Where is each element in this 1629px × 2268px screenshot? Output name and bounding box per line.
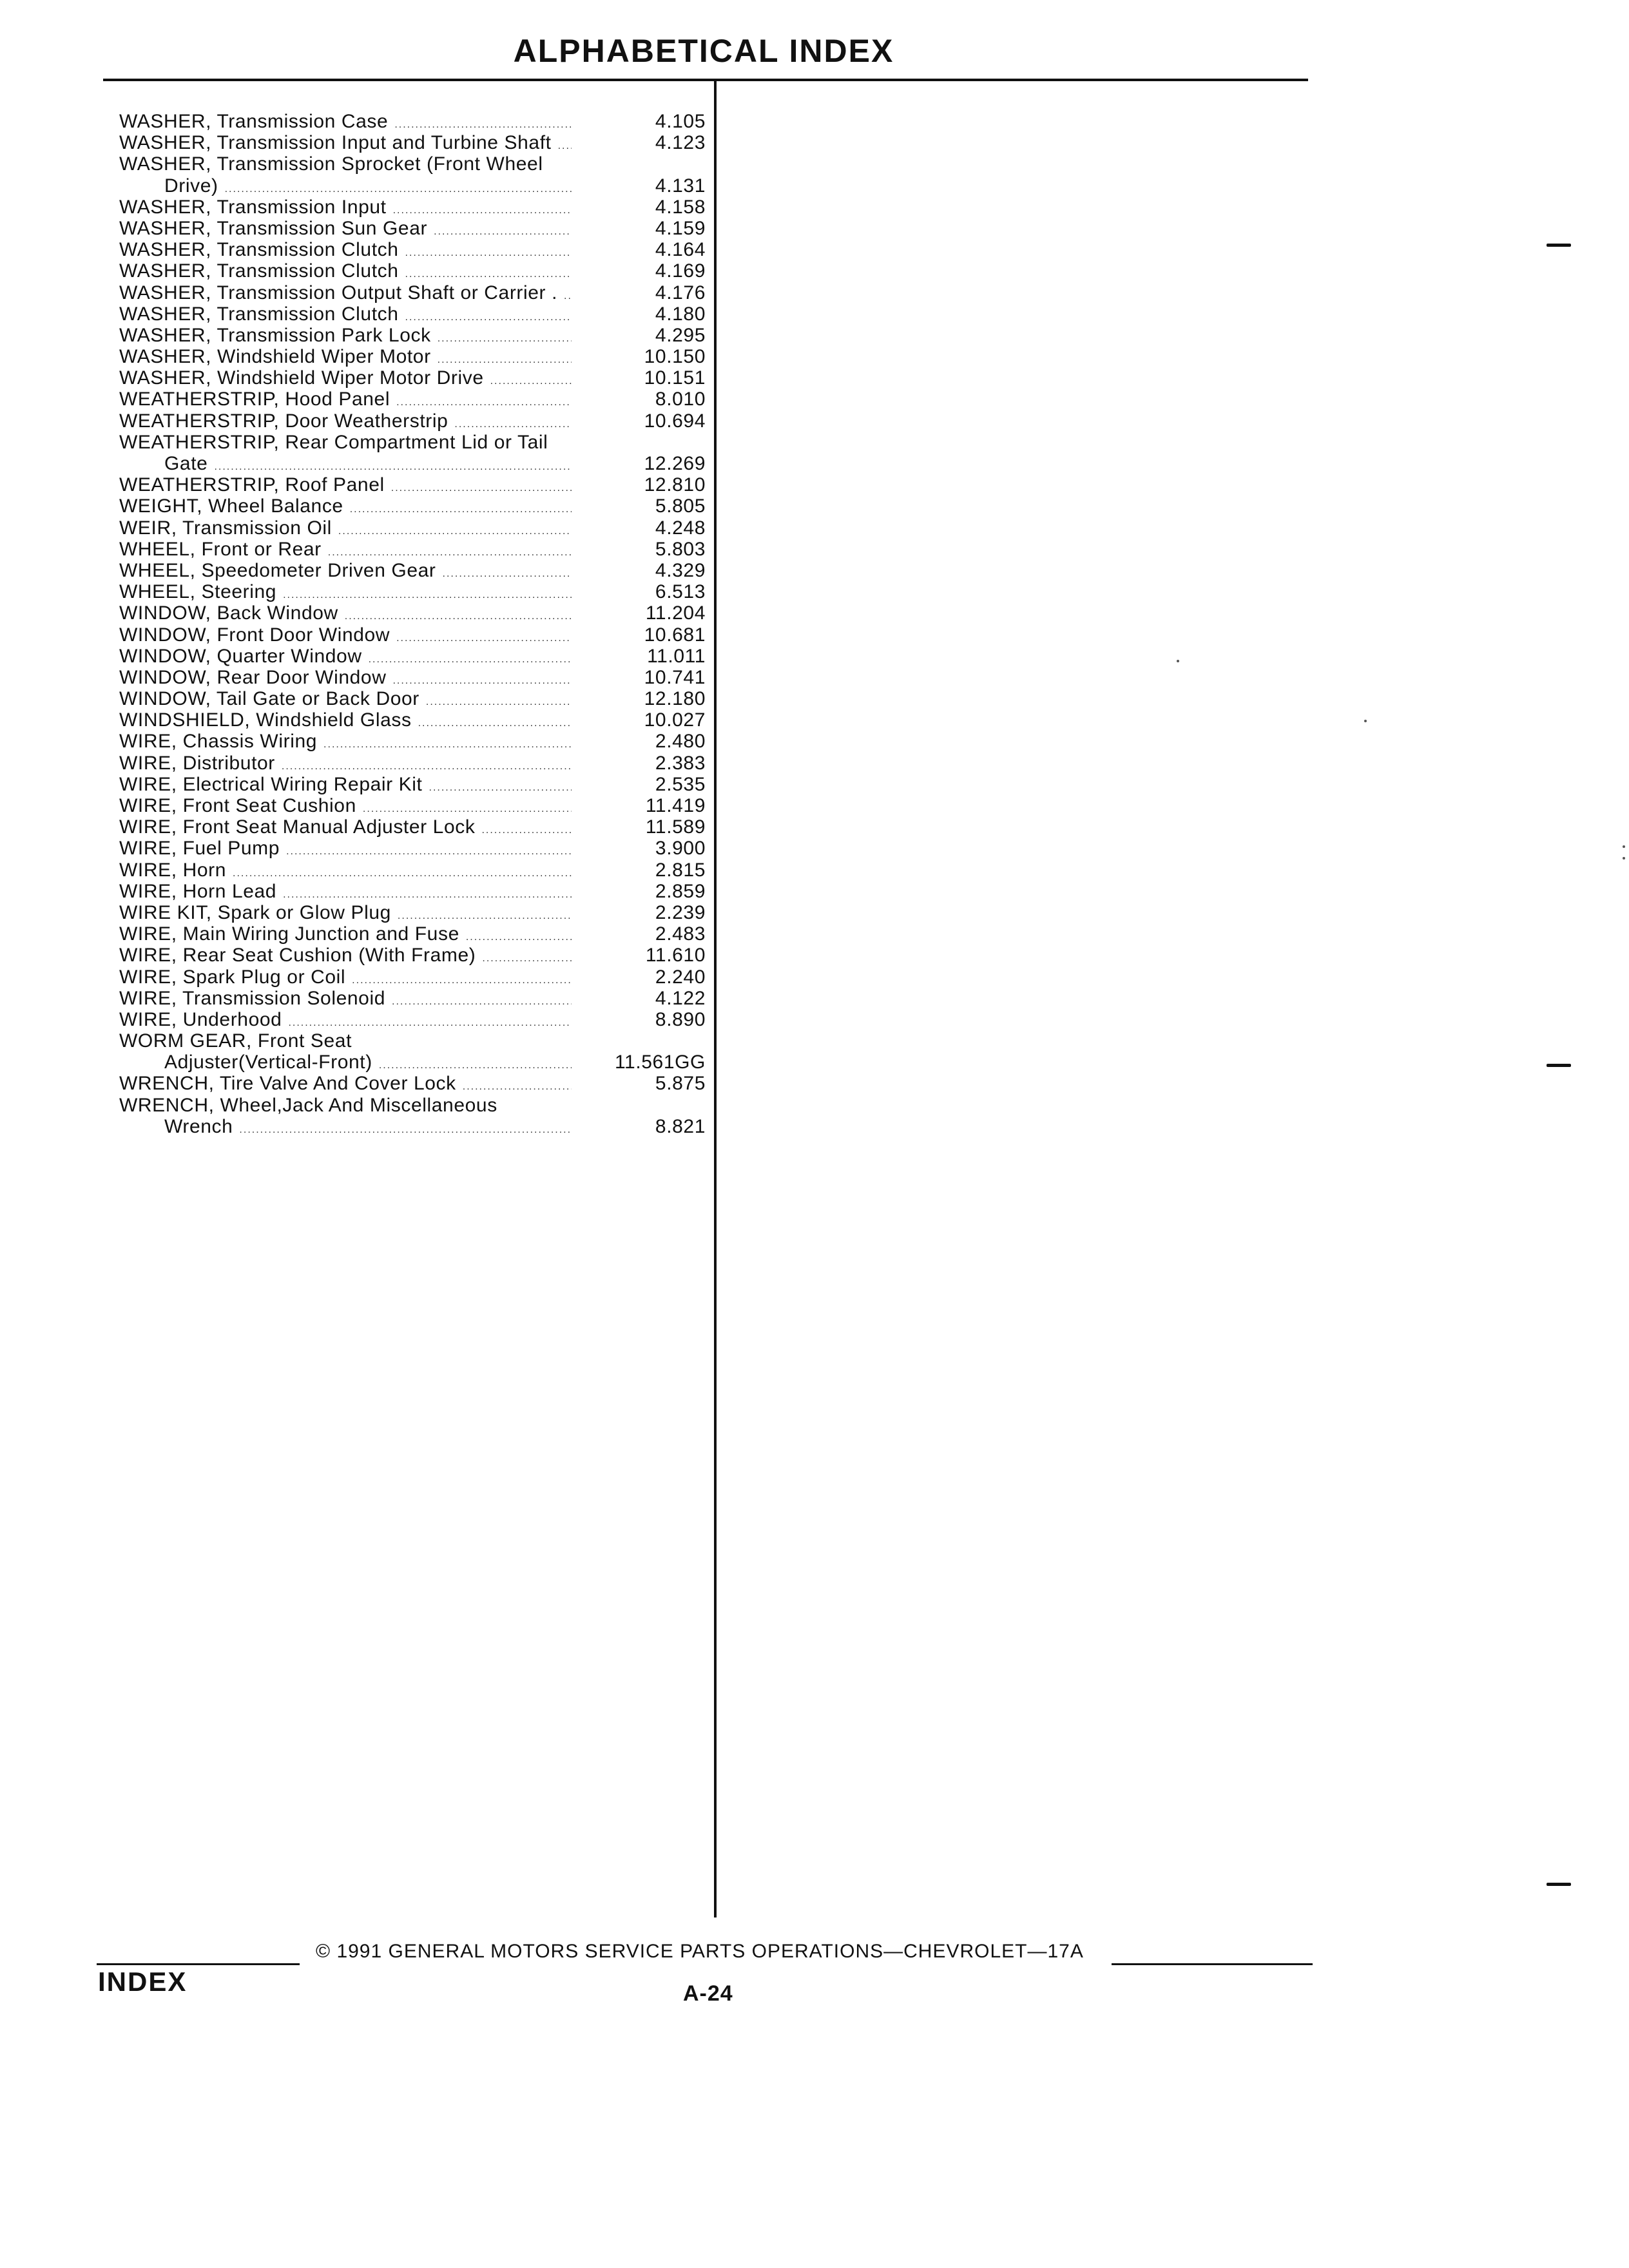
entry-page-ref: 4.169 bbox=[655, 260, 706, 282]
entry-text: WEIR, Transmission Oil bbox=[119, 517, 332, 539]
entry-text: WHEEL, Speedometer Driven Gear bbox=[119, 559, 436, 581]
index-entry bbox=[119, 218, 706, 239]
entry-label-area bbox=[119, 432, 577, 453]
entry-text: WIRE, Front Seat Cushion bbox=[119, 795, 356, 816]
index-entry-line bbox=[119, 539, 706, 560]
entry-text: WIRE, Electrical Wiring Repair Kit bbox=[119, 773, 423, 795]
index-entry-line bbox=[119, 1095, 706, 1116]
index-entry bbox=[119, 474, 706, 495]
copyright-line: © 1991 GENERAL MOTORS SERVICE PARTS OPERATIONS—CHEVROLET—17A bbox=[316, 1941, 1084, 1962]
entry-text: WASHER, Transmission Clutch bbox=[119, 260, 399, 282]
entry-text: WASHER, Windshield Wiper Motor bbox=[119, 346, 431, 368]
entry-page-ref: 8.890 bbox=[655, 1008, 706, 1030]
index-entry-line bbox=[119, 774, 706, 795]
index-entry bbox=[119, 303, 706, 325]
index-entry bbox=[119, 132, 706, 153]
entry-page-ref: 10.151 bbox=[644, 367, 706, 389]
entry-text: WASHER, Transmission Clutch bbox=[119, 303, 399, 325]
entry-page-ref: 11.204 bbox=[645, 602, 706, 624]
entry-page-ref: 10.741 bbox=[644, 666, 706, 688]
entry-text: WINDOW, Tail Gate or Back Door bbox=[119, 688, 419, 710]
dot-leader bbox=[239, 1119, 572, 1140]
entry-page-ref: 11.561GG bbox=[614, 1052, 706, 1073]
index-entry-line bbox=[119, 624, 706, 646]
index-entry bbox=[119, 367, 706, 389]
index-entry bbox=[119, 432, 706, 474]
index-entry bbox=[119, 581, 706, 602]
index-entry-line bbox=[119, 1073, 706, 1094]
entry-page-ref: 10.150 bbox=[644, 346, 706, 368]
header-rule bbox=[103, 79, 1308, 81]
entry-page-ref: 12.810 bbox=[644, 474, 706, 496]
index-entry-line bbox=[119, 367, 706, 389]
entry-page-ref: 2.815 bbox=[655, 859, 706, 881]
index-entry bbox=[119, 966, 706, 988]
index-entry-line bbox=[119, 646, 706, 667]
entry-page-ref: 11.589 bbox=[645, 816, 706, 838]
entry-page-ref: 8.821 bbox=[655, 1115, 706, 1137]
index-entry-line bbox=[119, 495, 706, 517]
index-entry bbox=[119, 346, 706, 367]
entry-page-ref: 10.681 bbox=[644, 624, 706, 646]
index-entry bbox=[119, 1073, 706, 1094]
entry-page-ref: 2.240 bbox=[655, 966, 706, 988]
entry-page-ref: 4.158 bbox=[655, 196, 706, 218]
entry-text: WEATHERSTRIP, Rear Compartment Lid or Tail bbox=[119, 431, 548, 453]
entry-text: WINDOW, Rear Door Window bbox=[119, 666, 387, 688]
index-entry bbox=[119, 988, 706, 1009]
scan-speck bbox=[1364, 720, 1367, 722]
index-entry-line bbox=[119, 432, 706, 453]
entry-text: Adjuster(Vertical-Front) bbox=[164, 1052, 372, 1073]
index-entry bbox=[119, 923, 706, 945]
index-entry bbox=[119, 560, 706, 581]
entry-text: WIRE, Horn bbox=[119, 859, 227, 881]
entry-text: WHEEL, Front or Rear bbox=[119, 538, 322, 560]
index-entry-line bbox=[119, 560, 706, 581]
index-entry bbox=[119, 1030, 706, 1073]
index-entry bbox=[119, 325, 706, 346]
entry-page-ref: 12.269 bbox=[644, 453, 706, 474]
entry-page-ref: 10.694 bbox=[644, 410, 706, 432]
index-entry bbox=[119, 646, 706, 667]
index-entry-line bbox=[119, 881, 706, 902]
entry-page-ref: 10.027 bbox=[644, 709, 706, 731]
page-title: ALPHABETICAL INDEX bbox=[513, 33, 894, 69]
index-entry-line bbox=[119, 688, 706, 709]
index-entry bbox=[119, 495, 706, 517]
index-entry bbox=[119, 197, 706, 218]
entry-text: WRENCH, Wheel,Jack And Miscellaneous bbox=[119, 1094, 497, 1116]
entry-text: WRENCH, Tire Valve And Cover Lock bbox=[119, 1073, 456, 1095]
index-entry-line bbox=[119, 602, 706, 624]
index-entry bbox=[119, 602, 706, 624]
entry-page-ref: 4.123 bbox=[655, 132, 706, 154]
index-entry-line bbox=[119, 175, 706, 197]
entry-text: WASHER, Transmission Input and Turbine Shaft bbox=[119, 132, 552, 154]
index-entry-line bbox=[119, 923, 706, 945]
index-entry-line bbox=[119, 816, 706, 838]
entry-page-ref: 11.011 bbox=[647, 645, 706, 667]
entry-page-ref: 12.180 bbox=[644, 688, 706, 710]
entry-page-ref: 5.875 bbox=[655, 1073, 706, 1095]
index-entry bbox=[119, 1095, 706, 1137]
entry-text: WIRE, Front Seat Manual Adjuster Lock bbox=[119, 816, 476, 838]
scan-speck bbox=[1623, 857, 1625, 860]
entry-text: WIRE, Underhood bbox=[119, 1008, 282, 1030]
index-entry bbox=[119, 389, 706, 410]
entry-text: WASHER, Transmission Clutch bbox=[119, 239, 399, 261]
entry-text: Drive) bbox=[164, 175, 218, 197]
scan-speck bbox=[1623, 845, 1625, 848]
entry-text: WIRE, Fuel Pump bbox=[119, 838, 280, 860]
index-entry-line bbox=[119, 239, 706, 260]
index-entry-line bbox=[119, 389, 706, 410]
entry-page-ref: 4.248 bbox=[655, 517, 706, 539]
footer-rule-right bbox=[1112, 1963, 1313, 1965]
index-entry-line bbox=[119, 1030, 706, 1052]
section-label: INDEX bbox=[98, 1966, 188, 1997]
index-entry-line bbox=[119, 132, 706, 153]
index-entry-line bbox=[119, 346, 706, 367]
entry-label-area bbox=[164, 1116, 577, 1140]
index-entry-line bbox=[119, 303, 706, 325]
entry-text: WEATHERSTRIP, Door Weatherstrip bbox=[119, 410, 448, 432]
index-entry bbox=[119, 902, 706, 923]
margin-mark bbox=[1547, 1883, 1571, 1886]
entry-page-ref: 8.010 bbox=[655, 389, 706, 410]
index-entry bbox=[119, 111, 706, 132]
index-entry bbox=[119, 795, 706, 816]
entry-page-ref: 11.610 bbox=[645, 945, 706, 966]
index-entry bbox=[119, 1009, 706, 1030]
index-entry-line bbox=[119, 282, 706, 303]
index-entry-line bbox=[119, 1052, 706, 1073]
index-entry-line bbox=[119, 260, 706, 282]
index-entry-line bbox=[119, 218, 706, 239]
entry-text: WASHER, Transmission Sprocket (Front Wheel bbox=[119, 153, 543, 175]
index-entry-line bbox=[119, 197, 706, 218]
page-number: A-24 bbox=[683, 1981, 733, 2006]
index-entry-line bbox=[119, 966, 706, 988]
index-entry bbox=[119, 860, 706, 881]
index-entry-line bbox=[119, 517, 706, 539]
entry-text: WASHER, Transmission Park Lock bbox=[119, 324, 431, 346]
entry-page-ref: 4.295 bbox=[655, 324, 706, 346]
entry-page-ref: 4.164 bbox=[655, 239, 706, 261]
entry-text: WIRE, Rear Seat Cushion (With Frame) bbox=[119, 945, 476, 966]
entry-page-ref: 4.176 bbox=[655, 282, 706, 303]
margin-mark bbox=[1547, 244, 1571, 247]
entry-label-area bbox=[119, 1030, 577, 1052]
entry-page-ref: 6.513 bbox=[655, 581, 706, 603]
entry-page-ref: 5.805 bbox=[655, 495, 706, 517]
index-entry-line bbox=[119, 1009, 706, 1030]
index-entry-line bbox=[119, 988, 706, 1009]
entry-page-ref: 5.803 bbox=[655, 538, 706, 560]
entry-text: WIRE, Chassis Wiring bbox=[119, 731, 318, 753]
margin-mark bbox=[1547, 1064, 1571, 1067]
entry-page-ref: 4.159 bbox=[655, 217, 706, 239]
entry-text: WIRE, Horn Lead bbox=[119, 880, 277, 902]
entry-text: WEATHERSTRIP, Hood Panel bbox=[119, 389, 390, 410]
index-entry bbox=[119, 153, 706, 196]
entry-page-ref: 11.419 bbox=[645, 795, 706, 816]
entry-page-ref: 4.131 bbox=[655, 175, 706, 197]
index-entry bbox=[119, 667, 706, 688]
entry-text: WIRE, Main Wiring Junction and Fuse bbox=[119, 923, 459, 945]
entry-text: WIRE KIT, Spark or Glow Plug bbox=[119, 901, 391, 923]
index-entry bbox=[119, 838, 706, 859]
index-entry bbox=[119, 753, 706, 774]
entry-text: WIRE, Distributor bbox=[119, 752, 275, 774]
index-entry-line bbox=[119, 111, 706, 132]
entry-text: WASHER, Transmission Sun Gear bbox=[119, 217, 428, 239]
entry-page-ref: 2.239 bbox=[655, 901, 706, 923]
entry-label-area bbox=[119, 1095, 577, 1116]
entry-text: WORM GEAR, Front Seat bbox=[119, 1030, 352, 1052]
index-entry-line bbox=[119, 581, 706, 602]
entry-page-ref: 2.480 bbox=[655, 731, 706, 753]
index-entry-line bbox=[119, 945, 706, 966]
index-entry bbox=[119, 688, 706, 709]
index-entry bbox=[119, 624, 706, 646]
index-entry-list bbox=[119, 111, 706, 1137]
entry-page-ref: 2.859 bbox=[655, 880, 706, 902]
entry-page-ref: 2.483 bbox=[655, 923, 706, 945]
entry-text: WEATHERSTRIP, Roof Panel bbox=[119, 474, 385, 496]
entry-text: WINDOW, Front Door Window bbox=[119, 624, 390, 646]
entry-text: WIRE, Transmission Solenoid bbox=[119, 987, 386, 1009]
index-entry-line bbox=[119, 474, 706, 495]
index-entry-line bbox=[119, 838, 706, 859]
entry-text: WINDSHIELD, Windshield Glass bbox=[119, 709, 412, 731]
index-entry bbox=[119, 517, 706, 539]
entry-page-ref: 4.122 bbox=[655, 987, 706, 1009]
index-entry-line bbox=[119, 410, 706, 432]
entry-page-ref: 3.900 bbox=[655, 838, 706, 860]
index-entry bbox=[119, 410, 706, 432]
index-entry-line bbox=[119, 325, 706, 346]
footer-rule-left bbox=[97, 1963, 300, 1965]
entry-text: WINDOW, Quarter Window bbox=[119, 645, 362, 667]
index-entry bbox=[119, 774, 706, 795]
index-entry-line bbox=[119, 860, 706, 881]
scan-speck bbox=[1177, 660, 1179, 662]
index-entry bbox=[119, 709, 706, 731]
index-entry bbox=[119, 260, 706, 282]
index-entry-line bbox=[119, 795, 706, 816]
entry-page-ref: 2.383 bbox=[655, 752, 706, 774]
index-entry bbox=[119, 539, 706, 560]
entry-text: WEIGHT, Wheel Balance bbox=[119, 495, 343, 517]
index-entry-line bbox=[119, 709, 706, 731]
index-entry bbox=[119, 282, 706, 303]
entry-text: WHEEL, Steering bbox=[119, 581, 277, 603]
index-entry bbox=[119, 816, 706, 838]
entry-text: WASHER, Windshield Wiper Motor Drive bbox=[119, 367, 484, 389]
index-entry bbox=[119, 945, 706, 966]
entry-text: WIRE, Spark Plug or Coil bbox=[119, 966, 346, 988]
index-entry bbox=[119, 881, 706, 902]
entry-text: WASHER, Transmission Case bbox=[119, 111, 389, 132]
entry-text: WASHER, Transmission Output Shaft or Carrier . bbox=[119, 282, 558, 303]
index-entry bbox=[119, 731, 706, 752]
entry-text: Gate bbox=[164, 453, 208, 474]
index-entry-line bbox=[119, 731, 706, 752]
entry-text: WINDOW, Back Window bbox=[119, 602, 338, 624]
index-entry bbox=[119, 239, 706, 260]
entry-text: Wrench bbox=[164, 1115, 233, 1137]
entry-page-ref: 4.329 bbox=[655, 559, 706, 581]
entry-page-ref: 4.105 bbox=[655, 111, 706, 132]
index-entry-line bbox=[119, 153, 706, 175]
index-entry-line bbox=[119, 1116, 706, 1137]
entry-text: WASHER, Transmission Input bbox=[119, 196, 387, 218]
index-entry-line bbox=[119, 667, 706, 688]
entry-page-ref: 2.535 bbox=[655, 773, 706, 795]
index-entry-line bbox=[119, 453, 706, 474]
index-entry-line bbox=[119, 902, 706, 923]
entry-page-ref: 4.180 bbox=[655, 303, 706, 325]
index-entry-line bbox=[119, 753, 706, 774]
column-divider bbox=[714, 81, 717, 1917]
entry-label-area bbox=[119, 153, 577, 175]
